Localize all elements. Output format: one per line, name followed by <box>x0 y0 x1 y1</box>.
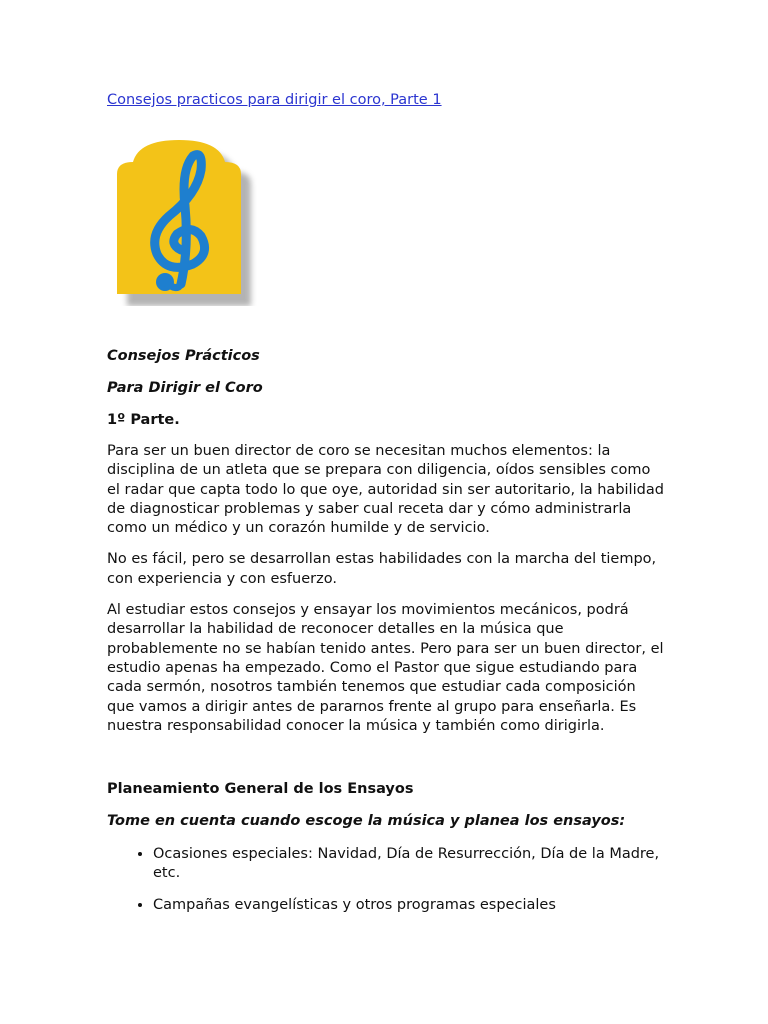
part-label: 1º Parte. <box>107 412 180 428</box>
treble-clef-icon <box>107 136 257 306</box>
paragraph-1: Para ser un buen director de coro se necesitan muchos elementos: la disciplina de un atleta que se prepara con diligencia, oídos sensibles como el radar que capta todo lo que oye, autoridad sin ser autoritario, la habilidad de diagnosticar problemas y saber cual receta dar y cómo administrarla como un médico y un corazón humilde y de servicio. <box>107 443 664 537</box>
document-subtitle: Para Dirigir el Coro <box>107 380 263 396</box>
list-item: • Campañas evangelísticas y otros programas especiales <box>153 896 667 915</box>
logo <box>107 136 257 306</box>
section-subtitle: Tome en cuenta cuando escoge la música y planea los ensayos: <box>107 813 626 830</box>
section-title: Planeamiento General de los Ensayos <box>107 781 414 798</box>
document-link[interactable]: Consejos practicos para dirigir el coro, Parte 1 <box>107 92 442 108</box>
paragraph-3: Al estudiar estos consejos y ensayar los movimientos mecánicos, podrá desarrollar la habilidad de reconocer detalles en la música que probablemente no se habían tenido antes. Pero para ser un buen director, el estudio apenas ha empezado. Como el Pastor que sigue estudiando para cada sermón, nosotros también tenemos que estudiar cada composición que vamos a dirigir antes de pararnos frente al grupo para enseñarla. Es nuestra responsabilidad conocer la música y también como dirigirla. <box>107 602 664 734</box>
document-title: Consejos Prácticos <box>107 348 260 364</box>
bullet-list <box>107 845 667 915</box>
list-item: • Ocasiones especiales: Navidad, Día de Resurrección, Día de la Madre, etc. <box>153 845 667 884</box>
document-page <box>107 88 667 915</box>
paragraph-2: No es fácil, pero se desarrollan estas habilidades con la marcha del tiempo, con experiencia y con esfuerzo. <box>107 551 657 587</box>
